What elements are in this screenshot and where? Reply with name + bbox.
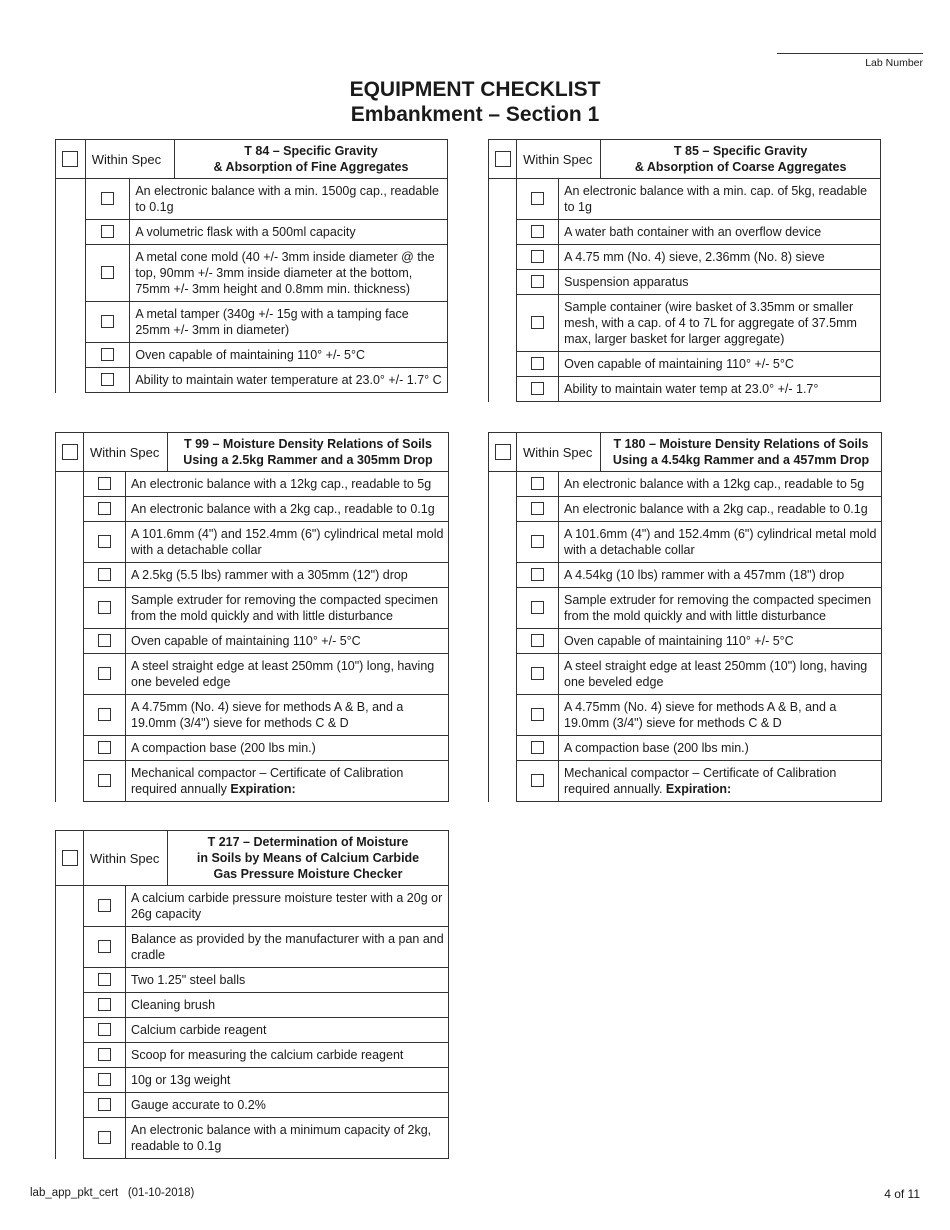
table-row	[489, 695, 882, 736]
item-checkbox[interactable]	[101, 192, 114, 205]
item-text: Balance as provided by the manufacturer with a pan and cradle	[126, 927, 449, 968]
item-text: A 4.54kg (10 lbs) rammer with a 457mm (18") drop	[559, 563, 882, 588]
item-checkbox[interactable]	[98, 601, 111, 614]
item-checkbox[interactable]	[98, 973, 111, 986]
item-text	[559, 761, 882, 802]
t84-header-row	[56, 140, 448, 179]
t84-checklist	[55, 139, 448, 393]
item-checkbox-cell	[85, 245, 130, 302]
item-checkbox[interactable]	[98, 1048, 111, 1061]
item-checkbox[interactable]	[98, 940, 111, 953]
item-checkbox-cell	[517, 588, 559, 629]
item-checkbox[interactable]	[98, 1131, 111, 1144]
item-text: Sample container (wire basket of 3.35mm or smaller mesh, with a cap. of 4 to 7L for aggregate of 37.5mm max, larger basket for larger aggregate)	[559, 295, 881, 352]
page-number: 4 of 11	[884, 1187, 920, 1201]
page-title	[0, 77, 950, 127]
item-checkbox[interactable]	[98, 1073, 111, 1086]
table-row	[489, 472, 882, 497]
t217-within-spec-label: Within Spec	[84, 831, 168, 886]
t85-within-spec-cell	[489, 140, 517, 179]
item-text: An electronic balance with a 12kg cap., readable to 5g	[559, 472, 882, 497]
table-row	[56, 654, 449, 695]
t217-title-line-3: Gas Pressure Moisture Checker	[213, 867, 403, 881]
item-text: A steel straight edge at least 250mm (10") long, having one beveled edge	[559, 654, 882, 695]
t99-title-line-2: Using a 2.5kg Rammer and a 305mm Drop	[183, 453, 433, 467]
table-row	[56, 497, 449, 522]
item-text: An electronic balance with a 2kg cap., readable to 0.1g	[126, 497, 449, 522]
item-checkbox[interactable]	[531, 741, 544, 754]
item-checkbox-cell	[517, 761, 559, 802]
item-checkbox[interactable]	[531, 634, 544, 647]
table-row	[489, 736, 882, 761]
item-checkbox-cell	[84, 695, 126, 736]
item-checkbox[interactable]	[98, 998, 111, 1011]
item-checkbox-cell	[84, 761, 126, 802]
table-row	[56, 1068, 449, 1093]
item-checkbox[interactable]	[98, 741, 111, 754]
item-text: Two 1.25" steel balls	[126, 968, 449, 993]
item-checkbox[interactable]	[98, 568, 111, 581]
item-checkbox[interactable]	[531, 568, 544, 581]
item-text: Oven capable of maintaining 110° +/- 5°C	[559, 352, 881, 377]
item-checkbox[interactable]	[98, 774, 111, 787]
t217-title-line-2: in Soils by Means of Calcium Carbide	[196, 851, 420, 865]
form-id: lab_app_pkt_cert (01-10-2018)	[30, 1187, 195, 1199]
item-checkbox-cell	[517, 736, 559, 761]
t85-within-spec-label: Within Spec	[517, 140, 601, 179]
item-text: A 4.75 mm (No. 4) sieve, 2.36mm (No. 8) sieve	[559, 245, 881, 270]
table-row	[56, 588, 449, 629]
t217-header-row	[56, 831, 449, 886]
t84-title	[174, 140, 447, 179]
item-checkbox-cell	[84, 968, 126, 993]
table-row	[56, 695, 449, 736]
t180-title-line-2: Using a 4.54kg Rammer and a 457mm Drop	[612, 453, 870, 467]
table-row	[489, 220, 881, 245]
item-checkbox-cell	[84, 1068, 126, 1093]
t85-checklist	[488, 139, 881, 402]
table-row	[489, 497, 882, 522]
item-checkbox-cell	[85, 368, 130, 393]
item-checkbox-cell	[84, 563, 126, 588]
t217-title	[168, 831, 449, 886]
item-checkbox-cell	[84, 927, 126, 968]
item-checkbox-cell	[84, 472, 126, 497]
table-row	[489, 270, 881, 295]
table-row	[56, 179, 448, 220]
item-checkbox[interactable]	[98, 502, 111, 515]
table-row	[56, 993, 449, 1018]
item-checkbox[interactable]	[531, 535, 544, 548]
item-checkbox-cell	[517, 522, 559, 563]
item-checkbox-cell	[84, 736, 126, 761]
item-checkbox-cell	[85, 302, 130, 343]
item-text: An electronic balance with a minimum capacity of 2kg, readable to 0.1g	[126, 1118, 449, 1159]
item-text: A 4.75mm (No. 4) sieve for methods A & B, and a 19.0mm (3/4") sieve for methods C & D	[559, 695, 882, 736]
t85-within-spec-checkbox[interactable]	[495, 151, 511, 167]
item-checkbox-cell	[517, 220, 559, 245]
item-checkbox-cell	[84, 1018, 126, 1043]
t99-title-line-1: T 99 – Moisture Density Relations of Soils	[184, 437, 432, 451]
item-checkbox[interactable]	[531, 250, 544, 263]
item-text: An electronic balance with a min. cap. of 5kg, readable to 1g	[559, 179, 881, 220]
item-checkbox[interactable]	[98, 477, 111, 490]
table-row	[489, 179, 881, 220]
table-row	[56, 1043, 449, 1068]
table-row	[489, 588, 882, 629]
table-row	[56, 220, 448, 245]
item-checkbox[interactable]	[531, 316, 544, 329]
t180-title	[601, 433, 882, 472]
table-row	[56, 629, 449, 654]
table-row	[56, 472, 449, 497]
item-checkbox[interactable]	[531, 502, 544, 515]
item-text: A 2.5kg (5.5 lbs) rammer with a 305mm (12") drop	[126, 563, 449, 588]
item-text: Sample extruder for removing the compacted specimen from the mold quickly and with little disturbance	[126, 588, 449, 629]
item-text-main: Mechanical compactor – Certificate of Calibration required annually.	[564, 766, 837, 796]
expiration-label: Expiration:	[230, 782, 296, 796]
item-text: An electronic balance with a min. 1500g cap., readable to 0.1g	[130, 179, 448, 220]
t85-title-line-1: T 85 – Specific Gravity	[673, 144, 808, 158]
t99-header-row	[56, 433, 449, 472]
lab-number-line[interactable]	[777, 53, 923, 54]
item-checkbox-cell	[517, 497, 559, 522]
table-row	[56, 736, 449, 761]
item-checkbox-cell	[84, 629, 126, 654]
item-text: A compaction base (200 lbs min.)	[559, 736, 882, 761]
item-checkbox[interactable]	[531, 601, 544, 614]
table-row	[56, 522, 449, 563]
item-checkbox-cell	[85, 220, 130, 245]
t180-checklist	[488, 432, 881, 802]
item-checkbox-cell	[517, 654, 559, 695]
item-checkbox-cell	[85, 179, 130, 220]
item-text: An electronic balance with a 12kg cap., readable to 5g	[126, 472, 449, 497]
item-text: Oven capable of maintaining 110° +/- 5°C	[130, 343, 448, 368]
item-text: A 101.6mm (4") and 152.4mm (6") cylindrical metal mold with a detachable collar	[126, 522, 449, 563]
item-checkbox[interactable]	[531, 477, 544, 490]
item-checkbox-cell	[84, 522, 126, 563]
t85-header-row	[489, 140, 881, 179]
item-checkbox[interactable]	[98, 667, 111, 680]
t84-within-spec-checkbox[interactable]	[62, 151, 78, 167]
t180-within-spec-label: Within Spec	[517, 433, 601, 472]
item-text	[126, 761, 449, 802]
t180-title-line-1: T 180 – Moisture Density Relations of Soils	[613, 437, 869, 451]
item-text: A 4.75mm (No. 4) sieve for methods A & B, and a 19.0mm (3/4") sieve for methods C & D	[126, 695, 449, 736]
item-checkbox-cell	[517, 295, 559, 352]
item-checkbox[interactable]	[101, 373, 114, 386]
item-text: A water bath container with an overflow device	[559, 220, 881, 245]
t84-title-line-2: & Absorption of Fine Aggregates	[213, 160, 409, 174]
item-checkbox-cell	[84, 1093, 126, 1118]
item-checkbox-cell	[517, 563, 559, 588]
table-row	[56, 368, 448, 393]
item-checkbox-cell	[84, 1118, 126, 1159]
title-line-1: EQUIPMENT CHECKLIST	[349, 78, 601, 101]
item-checkbox-cell	[85, 343, 130, 368]
item-text: Sample extruder for removing the compacted specimen from the mold quickly and with little disturbance	[559, 588, 882, 629]
table-row	[56, 563, 449, 588]
table-row	[489, 377, 881, 402]
item-checkbox-cell	[517, 245, 559, 270]
t217-within-spec-cell	[56, 831, 84, 886]
item-checkbox-cell	[517, 352, 559, 377]
item-checkbox-cell	[517, 179, 559, 220]
item-checkbox[interactable]	[531, 667, 544, 680]
item-checkbox[interactable]	[531, 774, 544, 787]
item-text: A volumetric flask with a 500ml capacity	[130, 220, 448, 245]
table-row	[56, 1093, 449, 1118]
t180-within-spec-cell	[489, 433, 517, 472]
item-checkbox[interactable]	[531, 275, 544, 288]
item-text: A steel straight edge at least 250mm (10") long, having one beveled edge	[126, 654, 449, 695]
table-row	[56, 927, 449, 968]
table-row	[56, 886, 449, 927]
t85-title-line-2: & Absorption of Coarse Aggregates	[634, 160, 847, 174]
item-checkbox-cell	[84, 654, 126, 695]
table-row	[56, 1118, 449, 1159]
t99-checklist	[55, 432, 448, 802]
item-text: An electronic balance with a 2kg cap., readable to 0.1g	[559, 497, 882, 522]
t180-header-row	[489, 433, 882, 472]
item-checkbox[interactable]	[531, 225, 544, 238]
item-checkbox[interactable]	[98, 1023, 111, 1036]
table-row	[489, 295, 881, 352]
item-text: Oven capable of maintaining 110° +/- 5°C	[559, 629, 882, 654]
item-text: A calcium carbide pressure moisture tester with a 20g or 26g capacity	[126, 886, 449, 927]
table-row	[489, 654, 882, 695]
item-checkbox[interactable]	[101, 315, 114, 328]
item-text: Calcium carbide reagent	[126, 1018, 449, 1043]
table-row	[56, 245, 448, 302]
item-checkbox[interactable]	[98, 634, 111, 647]
table-row	[489, 352, 881, 377]
item-checkbox[interactable]	[98, 535, 111, 548]
item-checkbox[interactable]	[531, 357, 544, 370]
t99-title	[168, 433, 449, 472]
expiration-label: Expiration:	[665, 782, 732, 796]
table-row	[489, 245, 881, 270]
title-line-2: Embankment – Section 1	[350, 103, 600, 126]
table-row	[56, 761, 449, 802]
t99-within-spec-label: Within Spec	[84, 433, 168, 472]
item-checkbox[interactable]	[98, 708, 111, 721]
table-row	[489, 522, 882, 563]
item-checkbox[interactable]	[531, 382, 544, 395]
item-text: Ability to maintain water temp at 23.0° +/- 1.7°	[559, 377, 881, 402]
t85-title	[601, 140, 881, 179]
t84-within-spec-cell	[56, 140, 86, 179]
item-checkbox-cell	[517, 472, 559, 497]
item-text: Cleaning brush	[126, 993, 449, 1018]
item-text-main: Mechanical compactor – Certificate of Calibration required annually	[131, 766, 404, 796]
item-checkbox-cell	[517, 695, 559, 736]
table-row	[489, 761, 882, 802]
item-text: A 101.6mm (4") and 152.4mm (6") cylindrical metal mold with a detachable collar	[559, 522, 882, 563]
item-text: Oven capable of maintaining 110° +/- 5°C	[126, 629, 449, 654]
item-checkbox[interactable]	[531, 192, 544, 205]
item-text: A metal tamper (340g +/- 15g with a tamping face 25mm +/- 3mm in diameter)	[130, 302, 448, 343]
table-row	[489, 629, 882, 654]
item-checkbox[interactable]	[98, 1098, 111, 1111]
item-checkbox-cell	[84, 588, 126, 629]
item-checkbox-cell	[84, 993, 126, 1018]
item-checkbox[interactable]	[531, 708, 544, 721]
t84-title-line-1: T 84 – Specific Gravity	[244, 144, 378, 158]
item-checkbox[interactable]	[98, 899, 111, 912]
item-text: A metal cone mold (40 +/- 3mm inside diameter @ the top, 90mm +/- 3mm inside diameter at the bottom, 75mm +/- 3mm height and 0.8mm min. thickness)	[130, 245, 448, 302]
table-row	[56, 302, 448, 343]
item-text: Scoop for measuring the calcium carbide reagent	[126, 1043, 449, 1068]
table-row	[56, 968, 449, 993]
table-row	[56, 1018, 449, 1043]
item-checkbox[interactable]	[101, 225, 114, 238]
item-text: A compaction base (200 lbs min.)	[126, 736, 449, 761]
item-checkbox-cell	[517, 377, 559, 402]
t217-title-line-1: T 217 – Determination of Moisture	[207, 835, 409, 849]
item-checkbox-cell	[84, 1043, 126, 1068]
item-checkbox[interactable]	[101, 266, 114, 279]
table-row	[489, 563, 882, 588]
t180-within-spec-checkbox[interactable]	[495, 444, 511, 460]
t217-within-spec-checkbox[interactable]	[62, 850, 78, 866]
item-text: Suspension apparatus	[559, 270, 881, 295]
item-text: 10g or 13g weight	[126, 1068, 449, 1093]
t99-within-spec-checkbox[interactable]	[62, 444, 78, 460]
item-checkbox-cell	[84, 886, 126, 927]
item-checkbox-cell	[84, 497, 126, 522]
table-row	[56, 343, 448, 368]
item-checkbox-cell	[517, 629, 559, 654]
item-checkbox[interactable]	[101, 348, 114, 361]
item-checkbox-cell	[517, 270, 559, 295]
t84-within-spec-label: Within Spec	[85, 140, 174, 179]
item-text: Gauge accurate to 0.2%	[126, 1093, 449, 1118]
t99-within-spec-cell	[56, 433, 84, 472]
item-text: Ability to maintain water temperature at 23.0° +/- 1.7° C	[130, 368, 448, 393]
t217-checklist	[55, 830, 448, 1159]
lab-number-label: Lab Number	[865, 57, 923, 69]
